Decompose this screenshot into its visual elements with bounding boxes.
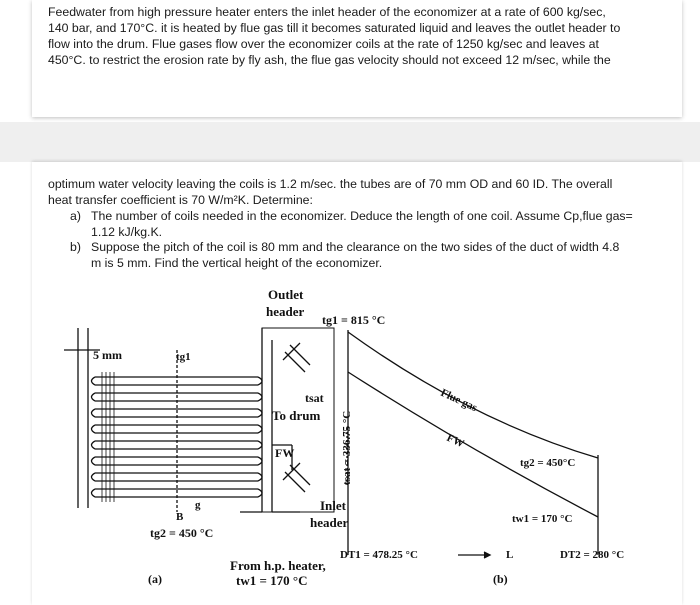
text-line: 450°C. to restrict the erosion rate by fly ash, the flue gas velocity should not exceed 12 m/sec, while the (48, 53, 611, 67)
valve-inlet (283, 463, 310, 492)
length-label: L (506, 549, 514, 561)
length-arrow-head (484, 552, 490, 558)
coil (92, 393, 259, 401)
coil (92, 425, 259, 433)
outlet-header-label-2: header (266, 304, 305, 319)
problem-statement-part1 (48, 4, 670, 68)
spacing-label: g (195, 499, 201, 511)
from-hp-heater-label: From h.p. heater, (230, 558, 326, 573)
caption-b: (b) (493, 572, 508, 586)
question-a-line2: 1.12 kJ/kg.K. (91, 224, 163, 239)
question-b-label: b) (70, 240, 81, 254)
tw1-right-label: tw1 = 170 °C (512, 513, 573, 525)
dt1-label: DT1 = 478.25 °C (340, 549, 418, 561)
coil (92, 489, 259, 497)
tw1-inlet-label: tw1 = 170 °C (236, 573, 308, 588)
tg1-label: tg1 (176, 351, 191, 363)
problem-statement-part2 (48, 176, 670, 208)
text-line: heat transfer coefficient is 70 W/m²K. Determine: (48, 193, 313, 207)
text-line: Feedwater from high pressure heater enters the inlet header of the economizer at a rate of 600 kg/sec, (48, 5, 606, 19)
tg2-right-label: tg2 = 450°C (520, 457, 576, 469)
coil (92, 457, 259, 465)
inlet-header-label-2: header (310, 515, 349, 530)
question-b-line2: m is 5 mm. Find the vertical height of the economizer. (91, 255, 383, 270)
question-a-label: a) (70, 209, 81, 223)
tg2-label: tg2 = 450 °C (150, 526, 214, 540)
text-line: 140 bar, and 170°C. it is heated by flue gas till it becomes saturated liquid and leaves the outlet header to (48, 21, 621, 35)
card-gap (0, 122, 700, 162)
b-label: B (176, 511, 184, 523)
coil (92, 409, 259, 417)
question-a-line1: The number of coils needed in the economizer. Deduce the length of one coil. Assume Cp,flue gas= (91, 209, 633, 223)
feedwater-curve (348, 372, 598, 517)
text-line: flow into the drum. Flue gases flow over the economizer coils at the rate of 1250 kg/sec and leaves at (48, 37, 599, 51)
caption-a: (a) (148, 572, 162, 586)
outlet-header-label-1: Outlet (268, 287, 304, 302)
coil-bends (102, 372, 114, 502)
clearance-label: 5 mm (93, 348, 122, 362)
economizer-figure (0, 280, 700, 605)
tg1-top-label: tg1 = 815 °C (322, 313, 386, 327)
valve-outlet (283, 343, 310, 372)
flue-gas-label: Flue gas (438, 386, 479, 415)
coil (92, 441, 259, 449)
coil (92, 473, 259, 481)
tsat-label: tsat (305, 391, 324, 405)
fw-box-label: FW (275, 446, 295, 460)
dt2-label: DT2 = 280 °C (560, 549, 625, 561)
tsat-vertical-label: tsat = 336.75 °C (341, 410, 353, 485)
inlet-header-label-1: Inlet (320, 498, 346, 513)
text-line: optimum water velocity leaving the coils is 1.2 m/sec. the tubes are of 70 mm OD and 60 ID. The overall (48, 177, 613, 191)
fw-curve-label: FW (444, 431, 466, 451)
coil (92, 377, 259, 385)
to-drum-label: To drum (272, 408, 321, 423)
question-b-line1: Suppose the pitch of the coil is 80 mm and the clearance on the two sides of the duct of width 4.8 (91, 240, 620, 254)
